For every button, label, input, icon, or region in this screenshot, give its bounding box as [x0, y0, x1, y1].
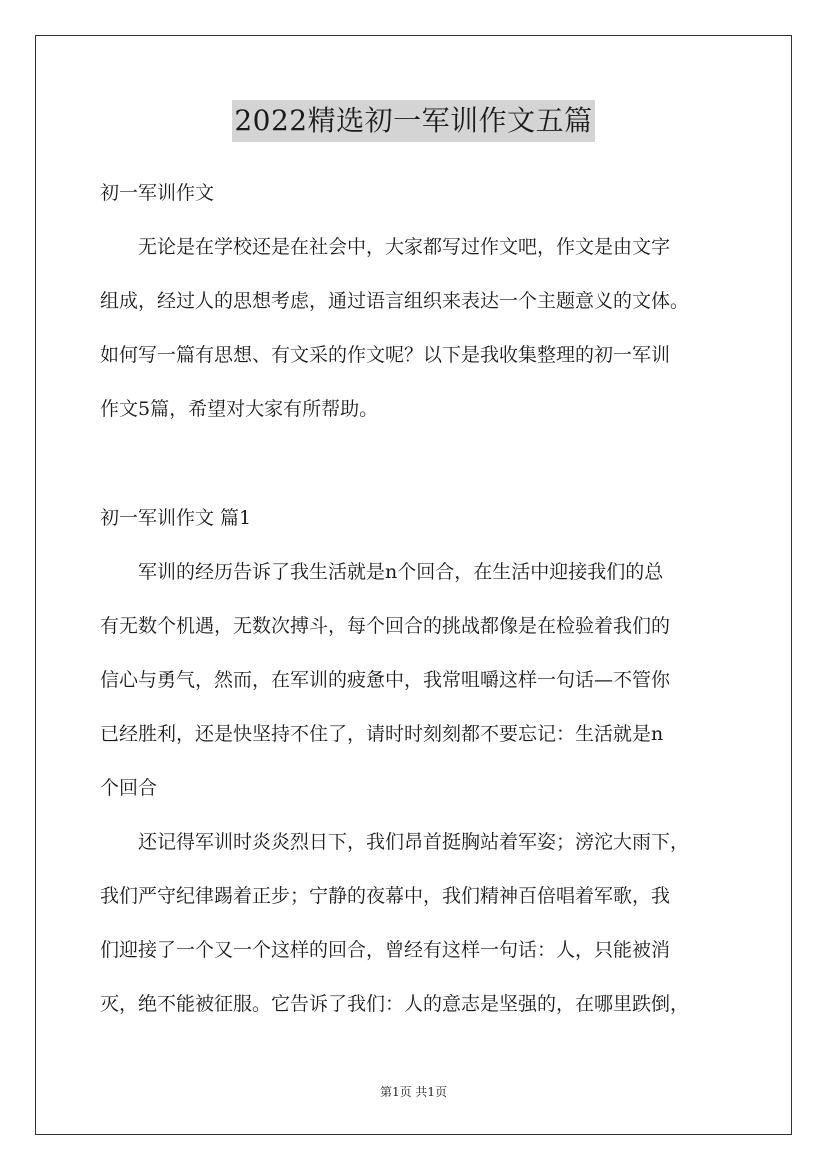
paragraph-line: 军训的经历告诉了我生活就是n个回合，在生活中迎接我们的总	[100, 561, 664, 583]
page-footer: 第1页 共1页	[379, 1085, 448, 1099]
paragraph-line: 个回合	[100, 777, 158, 799]
section-heading: 初一军训作文 篇1	[100, 507, 252, 529]
paragraph-line: 无论是在学校还是在社会中，大家都写过作文吧，作文是由文字	[100, 236, 671, 258]
paragraph-line: 们迎接了一个又一个这样的回合，曾经有这样一句话：人，只能被消	[100, 939, 671, 961]
paragraph-line: 信心与勇气，然而，在军训的疲惫中，我常咀嚼这样一句话—不管你	[100, 669, 671, 691]
paragraph-line: 已经胜利，还是快坚持不住了，请时时刻刻都不要忘记：生活就是n	[100, 723, 664, 745]
paragraph-line: 如何写一篇有思想、有文采的作文呢？以下是我收集整理的初一军训	[100, 344, 671, 366]
paragraph-line: 灭，绝不能被征服。它告诉了我们：人的意志是坚强的，在哪里跌倒，	[100, 993, 690, 1015]
paragraph-line: 组成，经过人的思想考虑，通过语言组织来表达一个主题意义的文体。	[100, 290, 690, 312]
document-title: 2022精选初一军训作文五篇	[232, 100, 594, 142]
paragraph-line: 有无数个机遇，无数次搏斗，每个回合的挑战都像是在检验着我们的	[100, 615, 671, 637]
section-heading: 初一军训作文	[100, 182, 215, 204]
paragraph-line: 我们严守纪律踢着正步；宁静的夜幕中，我们精神百倍唱着军歌，我	[100, 885, 671, 907]
paragraph-line: 作文5篇，希望对大家有所帮助。	[100, 398, 379, 420]
title-container	[0, 100, 827, 142]
paragraph-line: 还记得军训时炎炎烈日下，我们昂首挺胸站着军姿；滂沱大雨下，	[100, 831, 690, 853]
